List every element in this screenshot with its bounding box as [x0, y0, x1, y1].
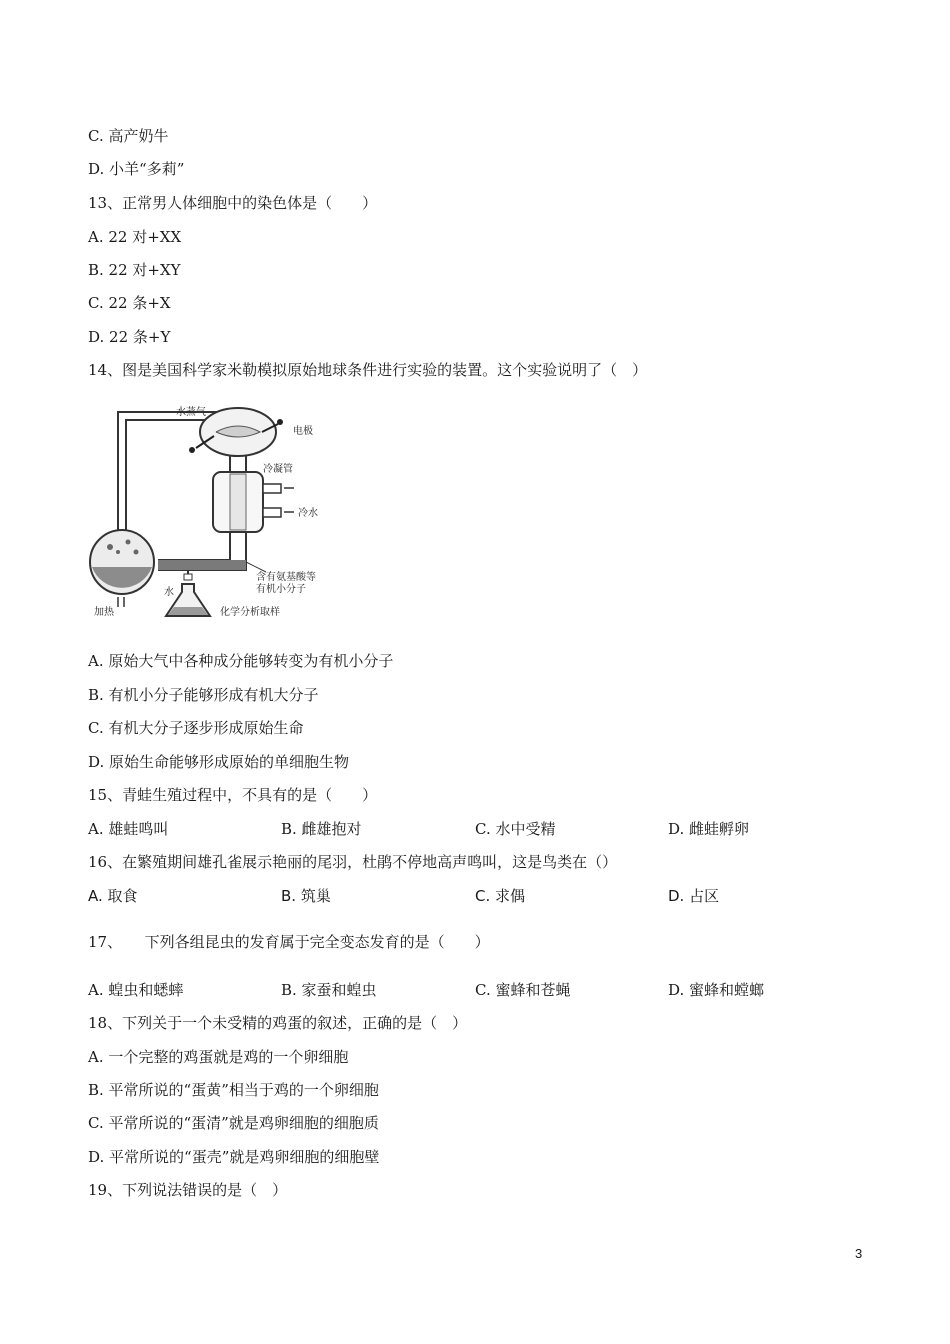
water-out-port: [263, 484, 281, 493]
condenser-inner: [230, 474, 246, 530]
return-tube-outer: [158, 532, 230, 560]
label-sampling: 化学分析取样: [220, 607, 280, 618]
q18-option-d: D. 平常所说的“蛋壳”就是鸡卵细胞的细胞壁: [88, 1148, 380, 1166]
q16-option-b: B. 筑巢: [281, 887, 331, 905]
return-liquid: [158, 560, 246, 570]
q17-option-c: C. 蜜蜂和苍蝇: [475, 981, 571, 999]
q17-option-b: B. 家蚕和蝗虫: [281, 981, 377, 999]
q16-option-d: D. 占区: [668, 887, 720, 905]
q19-stem: 19、下列说法错误的是（ ）: [88, 1181, 288, 1199]
q18-option-c: C. 平常所说的“蛋清”就是鸡卵细胞的细胞质: [88, 1114, 379, 1132]
heat-arrows: [118, 597, 124, 607]
q16-option-a: A. 取食: [88, 887, 138, 905]
label-vapor: 水蒸气: [176, 407, 206, 418]
q14-option-a: A. 原始大气中各种成分能够转变为有机小分子: [88, 652, 394, 670]
bulb-neck: [230, 455, 246, 472]
q15-option-b: B. 雌雄抱对: [281, 820, 362, 838]
q13-option-b: B. 22 对+XY: [88, 261, 181, 279]
label-heat: 加热: [94, 607, 114, 618]
label-organic-2: 有机小分子: [256, 584, 306, 595]
water-in-port: [263, 508, 281, 517]
label-electrode: 电极: [293, 426, 313, 437]
label-condenser: 冷凝管: [263, 464, 293, 475]
q16-stem: 16、在繁殖期间雄孔雀展示艳丽的尾羽，杜鹃不停地高声鸣叫，这是鸟类在（）: [88, 853, 618, 871]
q13-stem: 13、正常男人体细胞中的染色体是（ ）: [88, 194, 378, 212]
q14-option-b: B. 有机小分子能够形成有机大分子: [88, 686, 319, 704]
q15-option-c: C. 水中受精: [475, 820, 556, 838]
label-water: 水: [164, 587, 174, 598]
q12-option-c: C. 高产奶牛: [88, 127, 169, 145]
label-organic-1: 含有氨基酸等: [256, 572, 316, 583]
miller-experiment-figure: [88, 402, 348, 627]
q13-option-c: C. 22 条+X: [88, 294, 171, 312]
q13-option-a: A. 22 对+XX: [88, 228, 182, 246]
label-cold-water: 冷水: [298, 508, 318, 519]
q12-option-d: D. 小羊“多莉”: [88, 160, 185, 178]
q18-option-a: A. 一个完整的鸡蛋就是鸡的一个卵细胞: [88, 1048, 349, 1066]
q18-stem: 18、下列关于一个未受精的鸡蛋的叙述，正确的是（ ）: [88, 1014, 468, 1032]
electrode-tip-right: [277, 419, 283, 425]
q17-option-a: A. 蝗虫和蟋蟀: [88, 981, 184, 999]
q17-stem: 17、 下列各组昆虫的发育属于完全变态发育的是（ ）: [88, 933, 490, 951]
q15-option-d: D. 雌蛙孵卵: [668, 820, 750, 838]
q15-option-a: A. 雄蛙鸣叫: [88, 820, 169, 838]
q18-option-b: B. 平常所说的“蛋黄”相当于鸡的一个卵细胞: [88, 1081, 379, 1099]
electrode-tip-left: [189, 447, 195, 453]
q13-option-d: D. 22 条+Y: [88, 328, 171, 346]
q16-option-c: C. 求偶: [475, 887, 526, 905]
q14-option-c: C. 有机大分子逐步形成原始生命: [88, 719, 304, 737]
sample-liquid: [168, 607, 208, 615]
q15-stem: 15、青蛙生殖过程中，不具有的是（ ）: [88, 786, 378, 804]
page-number: 3: [855, 1246, 863, 1261]
q17-option-d: D. 蜜蜂和螳螂: [668, 981, 765, 999]
organic-pointer: [246, 562, 266, 572]
q14-option-d: D. 原始生命能够形成原始的单细胞生物: [88, 753, 350, 771]
q14-stem: 14、图是美国科学家米勒模拟原始地球条件进行实验的装置。这个实验说明了（ ）: [88, 361, 648, 379]
